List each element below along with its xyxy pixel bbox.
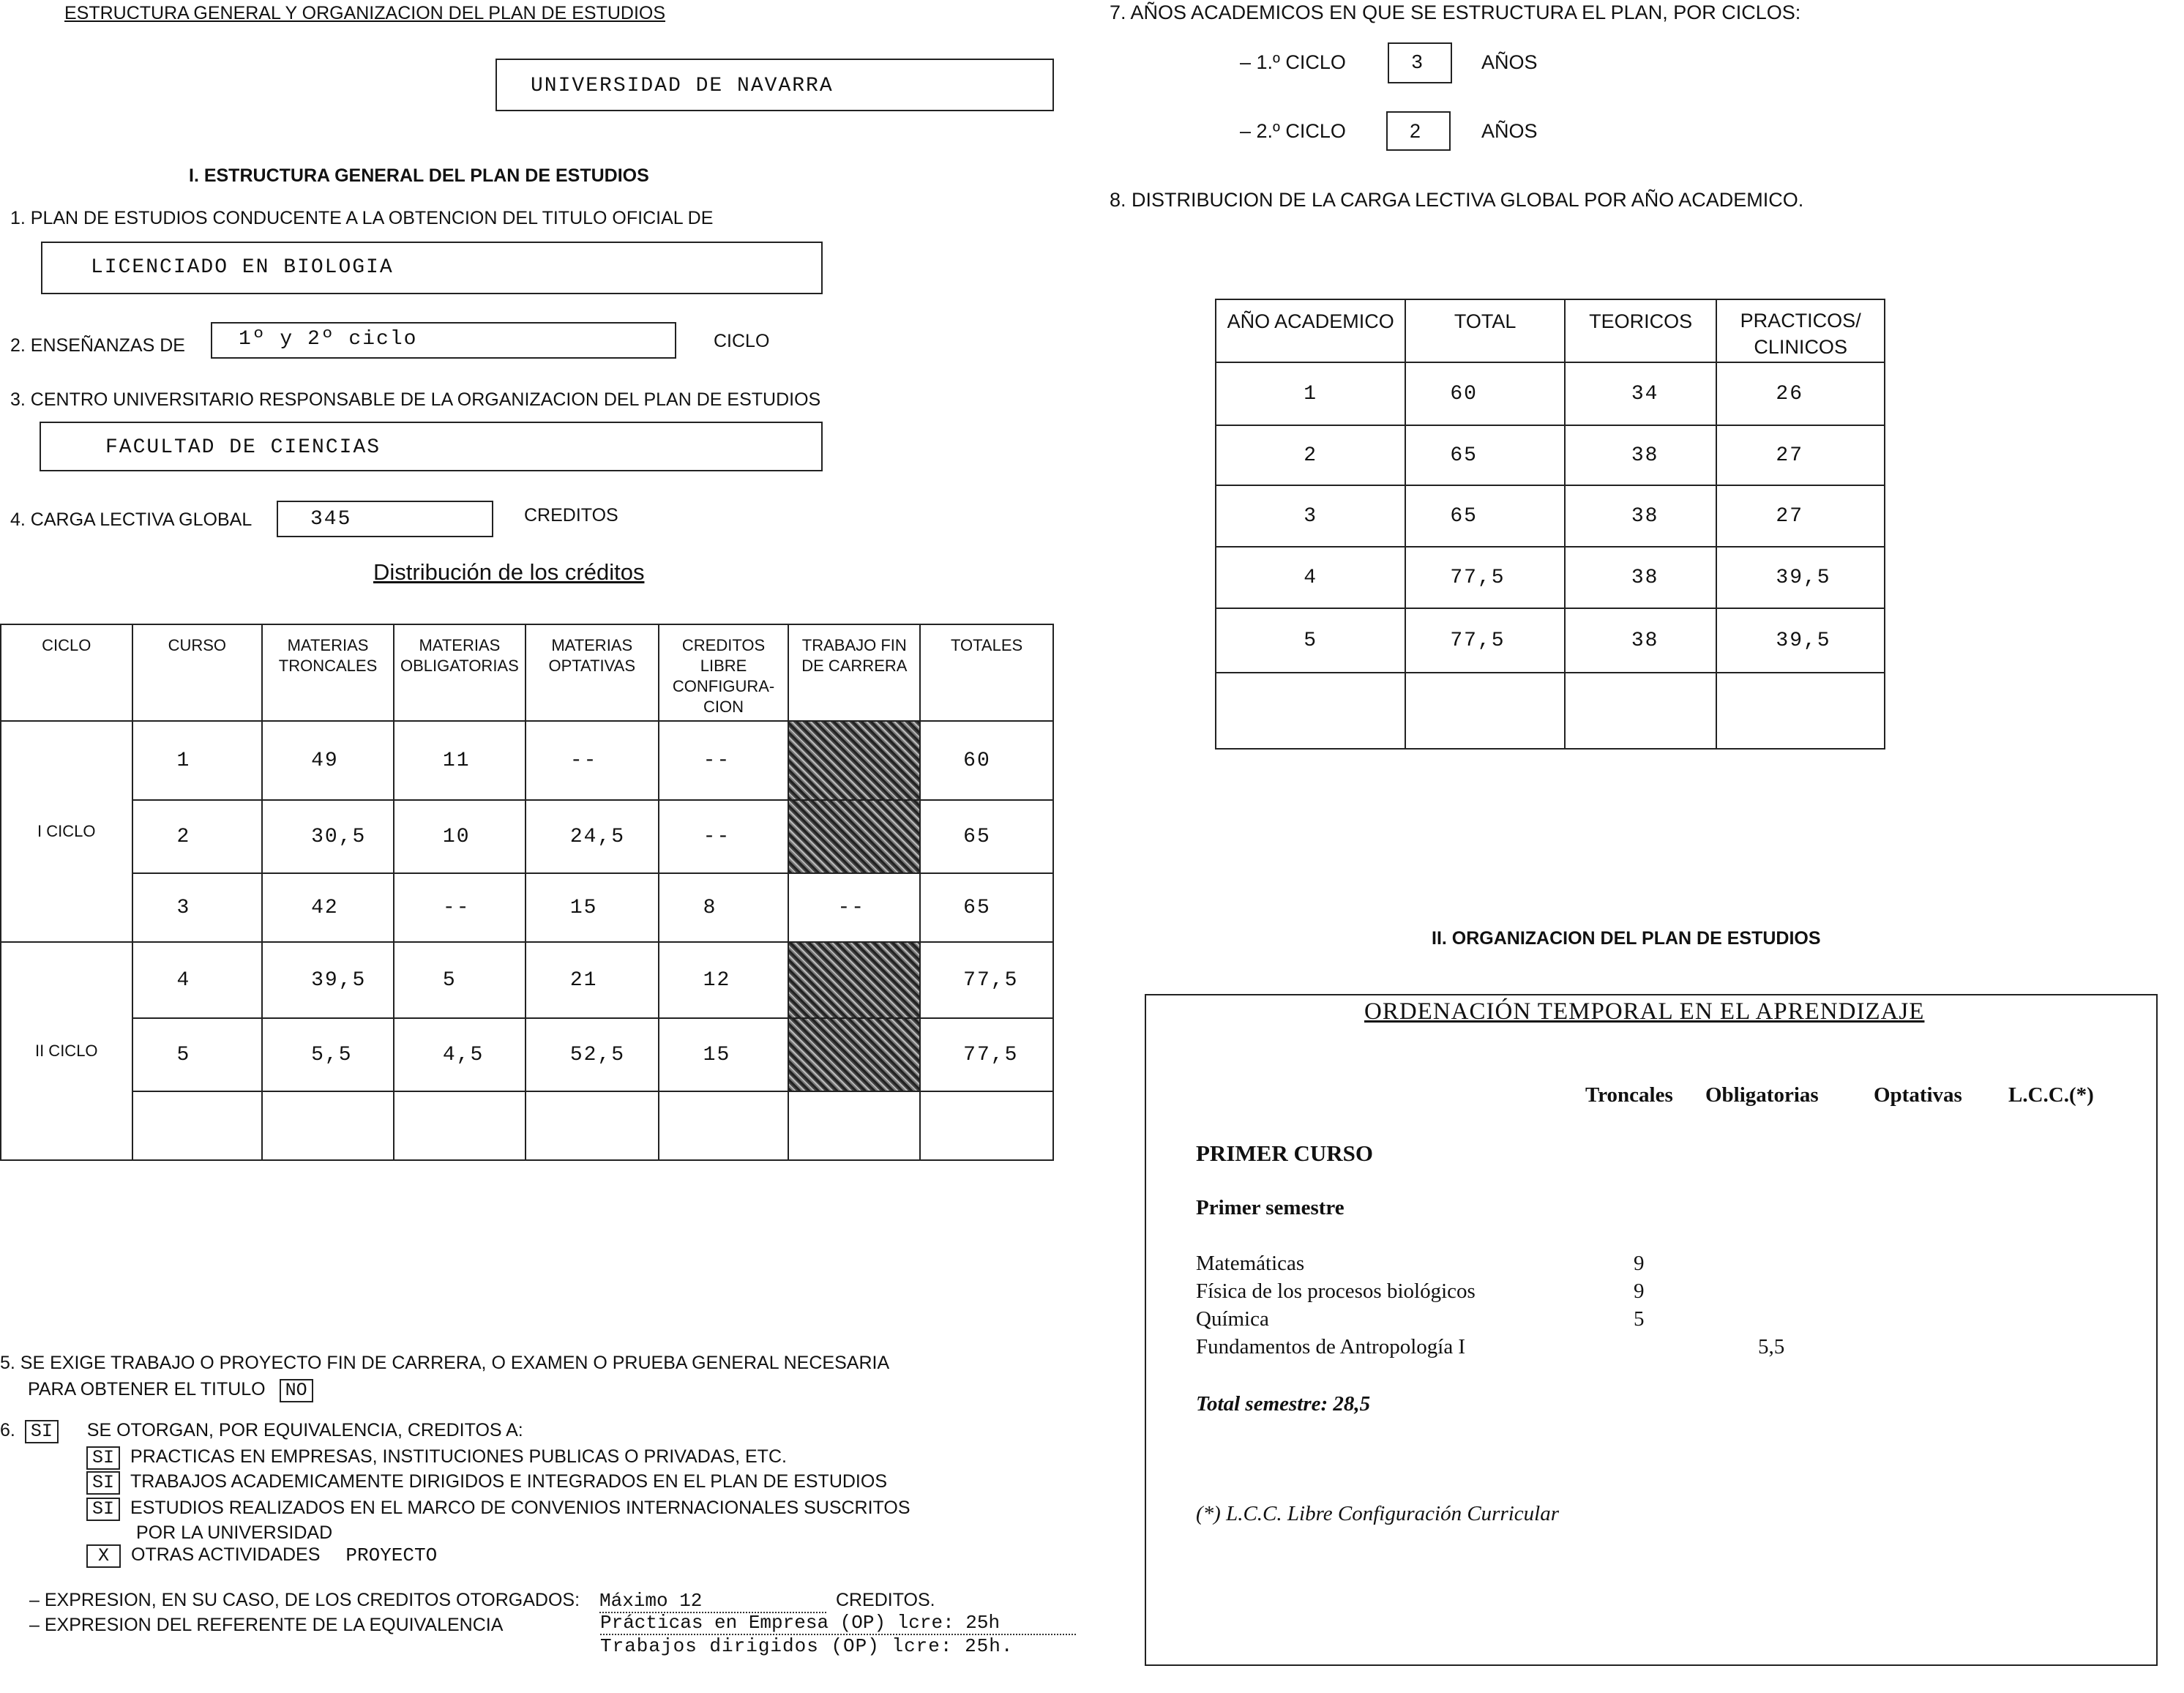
q6-answer-box: SI xyxy=(25,1420,59,1443)
q1-label: 1. PLAN DE ESTUDIOS CONDUCENTE A LA OBTENCION DEL TITULO OFICIAL DE xyxy=(10,208,714,228)
table-row xyxy=(1,800,1053,873)
q8-label: 8. DISTRIBUCION DE LA CARGA LECTIVA GLOBAL POR AÑO ACADEMICO. xyxy=(1110,189,1804,211)
q6-item-extra: PROYECTO xyxy=(345,1544,438,1566)
optativas-cell: 15 xyxy=(526,873,659,942)
course-heading: PRIMER CURSO xyxy=(1196,1140,1373,1166)
q4-label: 4. CARGA LECTIVA GLOBAL xyxy=(10,509,253,530)
expr1-suffix: CREDITOS. xyxy=(835,1590,935,1610)
header-curso: CURSO xyxy=(132,624,263,721)
totales-cell: 60 xyxy=(920,721,1053,800)
table-row xyxy=(1,1091,1053,1160)
teoricos-cell: 38 xyxy=(1565,485,1717,547)
shaded-cell xyxy=(788,1018,920,1091)
libre-cell: 8 xyxy=(659,873,789,942)
header-troncales: MATERIAS TRONCALES xyxy=(262,624,394,721)
q2-label: 2. ENSEÑANZAS DE xyxy=(10,335,185,356)
ciclo1-value: 3 xyxy=(1411,53,1424,75)
optativas-cell: 24,5 xyxy=(526,800,659,873)
curso-cell: 4 xyxy=(132,942,263,1018)
shaded-cell xyxy=(788,942,920,1018)
ciclo1-unit: AÑOS xyxy=(1481,51,1538,73)
ciclo1-box xyxy=(1388,42,1452,83)
subject-name: Matemáticas xyxy=(1196,1252,1305,1275)
practicos-cell: 26 xyxy=(1716,362,1885,425)
expr2-value2: Trabajos dirigidos (OP) lcre: 25h. xyxy=(600,1635,1014,1657)
libre-cell: 15 xyxy=(659,1018,789,1091)
total-cell: 77,5 xyxy=(1405,547,1564,608)
libre-cell: 12 xyxy=(659,942,789,1018)
q6-item-mark: SI xyxy=(86,1498,120,1521)
optativas-cell: 21 xyxy=(526,942,659,1018)
ciclo-label-1: I CICLO xyxy=(1,721,132,942)
obligatorias-cell: 4,5 xyxy=(394,1018,526,1091)
expr2-value1: Prácticas en Empresa (OP) lcre: 25h xyxy=(600,1612,1076,1635)
obligatorias-cell: 10 xyxy=(394,800,526,873)
table-row xyxy=(1216,362,1885,425)
col-header-troncales: Troncales xyxy=(1585,1083,1673,1107)
faculty-value: FACULTAD DE CIENCIAS xyxy=(105,436,381,459)
table-row xyxy=(1,1018,1053,1091)
semester-total: Total semestre: 28,5 xyxy=(1196,1392,1371,1416)
year-cell: 4 xyxy=(1216,547,1405,608)
q6-item xyxy=(86,1471,887,1495)
table-row xyxy=(1216,547,1885,608)
faculty-box xyxy=(40,422,823,471)
q6-label: SE OTORGAN, POR EQUIVALENCIA, CREDITOS A: xyxy=(86,1420,523,1440)
university-box xyxy=(495,59,1054,111)
q6-item-text: TRABAJOS ACADEMICAMENTE DIRIGIDOS E INTEGRADOS EN EL PLAN DE ESTUDIOS xyxy=(130,1471,887,1492)
troncales-cell: 42 xyxy=(262,873,394,942)
expr1-row xyxy=(29,1590,935,1613)
practicos-cell: 27 xyxy=(1716,485,1885,547)
total-credits-box xyxy=(277,501,493,537)
q2-suffix: CICLO xyxy=(714,331,770,351)
degree-box xyxy=(41,242,823,294)
header-optativas: MATERIAS OPTATIVAS xyxy=(526,624,659,721)
total-cell: 65 xyxy=(1405,425,1564,485)
table-row xyxy=(1,873,1053,942)
load-header-practicos: PRACTICOS/ CLINICOS xyxy=(1716,299,1885,362)
shaded-cell xyxy=(788,721,920,800)
section1-heading: I. ESTRUCTURA GENERAL DEL PLAN DE ESTUDIOS xyxy=(189,165,649,186)
load-header-teoricos: TEORICOS xyxy=(1565,299,1717,362)
q6-number: 6. xyxy=(0,1420,15,1440)
practicos-cell: 39,5 xyxy=(1716,608,1885,673)
q6-item-text: OTRAS ACTIVIDADES xyxy=(131,1544,321,1565)
q7-label: 7. AÑOS ACADEMICOS EN QUE SE ESTRUCTURA EL PLAN, POR CICLOS: xyxy=(1110,1,1801,23)
ciclo2-unit: AÑOS xyxy=(1481,120,1538,142)
subject-name: Química xyxy=(1196,1307,1269,1331)
ciclo2-box xyxy=(1386,111,1451,151)
shaded-cell xyxy=(788,800,920,873)
libre-cell: -- xyxy=(659,800,789,873)
optativas-cell: 52,5 xyxy=(526,1018,659,1091)
q6-item-mark: X xyxy=(86,1544,121,1568)
q6-item-text: PRACTICAS EN EMPRESAS, INSTITUCIONES PUBLICAS O PRIVADAS, ETC. xyxy=(130,1446,787,1467)
obligatorias-cell: 5 xyxy=(394,942,526,1018)
practicos-cell: 27 xyxy=(1716,425,1885,485)
teoricos-cell: 38 xyxy=(1565,425,1717,485)
q6-item-mark: SI xyxy=(86,1471,120,1495)
year-cell: 1 xyxy=(1216,362,1405,425)
schedule-box xyxy=(1145,994,2158,1666)
expr1-label: – EXPRESION, EN SU CASO, DE LOS CREDITOS OTORGADOS: xyxy=(29,1590,580,1610)
ciclo2-label: – 2.º CICLO xyxy=(1240,120,1346,142)
q3-label: 3. CENTRO UNIVERSITARIO RESPONSABLE DE LA ORGANIZACION DEL PLAN DE ESTUDIOS xyxy=(10,389,821,410)
university-name: UNIVERSIDAD DE NAVARRA xyxy=(531,75,834,97)
schedule-title: ORDENACIÓN TEMPORAL EN EL APRENDIZAJE xyxy=(1364,998,1925,1025)
q6-item xyxy=(86,1544,437,1568)
expr2-label: – EXPRESION DEL REFERENTE DE LA EQUIVALENCIA xyxy=(29,1615,504,1635)
table-row xyxy=(1216,608,1885,673)
obligatorias-cell: -- xyxy=(394,873,526,942)
load-header-total: TOTAL xyxy=(1405,299,1564,362)
footnote: (*) L.C.C. Libre Configuración Curricular xyxy=(1196,1502,1560,1525)
q6-row xyxy=(0,1420,523,1443)
subject-name: Fundamentos de Antropología I xyxy=(1196,1335,1466,1358)
q6-item-text: ESTUDIOS REALIZADOS EN EL MARCO DE CONVENIOS INTERNACIONALES SUSCRITOS xyxy=(130,1498,910,1518)
trabajo-cell: -- xyxy=(788,873,920,942)
table-row xyxy=(1216,673,1885,749)
curso-cell: 5 xyxy=(132,1018,263,1091)
credits-table-title: Distribución de los créditos xyxy=(373,559,645,585)
practicos-cell: 39,5 xyxy=(1716,547,1885,608)
q5-answer-box: NO xyxy=(280,1379,313,1402)
totales-cell: 77,5 xyxy=(920,1018,1053,1091)
year-cell: 5 xyxy=(1216,608,1405,673)
subject-troncales: 9 xyxy=(1634,1279,1645,1303)
q4-suffix: CREDITOS xyxy=(524,505,618,526)
year-cell: 3 xyxy=(1216,485,1405,547)
col-header-optativas: Optativas xyxy=(1874,1083,1962,1107)
table-row xyxy=(1216,485,1885,547)
q5-line2: PARA OBTENER EL TITULO xyxy=(28,1379,266,1399)
q5-line2-row xyxy=(28,1379,324,1402)
obligatorias-cell: 11 xyxy=(394,721,526,800)
ciclo1-label: – 1.º CICLO xyxy=(1240,51,1346,73)
col-header-lcc: L.C.C.(*) xyxy=(2008,1083,2094,1107)
header-ciclo: CICLO xyxy=(1,624,132,721)
q6-item xyxy=(86,1498,910,1521)
load-header-year: AÑO ACADEMICO xyxy=(1216,299,1405,362)
subject-name: Física de los procesos biológicos xyxy=(1196,1279,1476,1303)
total-cell: 77,5 xyxy=(1405,608,1564,673)
header-totales: TOTALES xyxy=(920,624,1053,721)
q5-line1: 5. SE EXIGE TRABAJO O PROYECTO FIN DE CARRERA, O EXAMEN O PRUEBA GENERAL NECESARIA xyxy=(0,1353,890,1373)
table-row xyxy=(1,942,1053,1018)
table-row xyxy=(1216,425,1885,485)
curso-cell: 2 xyxy=(132,800,263,873)
credits-table xyxy=(0,624,1054,1161)
expr1-value: Máximo 12 xyxy=(599,1590,826,1613)
ciclo-label-2: II CICLO xyxy=(1,942,132,1160)
header-trabajo-fin-carrera: TRABAJO FIN DE CARRERA xyxy=(788,624,920,721)
col-header-obligatorias: Obligatorias xyxy=(1705,1083,1819,1107)
troncales-cell: 39,5 xyxy=(262,942,394,1018)
table-row xyxy=(1,721,1053,800)
teoricos-cell: 38 xyxy=(1565,547,1717,608)
teoricos-cell: 38 xyxy=(1565,608,1717,673)
libre-cell: -- xyxy=(659,721,789,800)
teoricos-cell: 34 xyxy=(1565,362,1717,425)
subject-optativas: 5,5 xyxy=(1758,1335,1785,1358)
teaching-cycle-value: 1º y 2º ciclo xyxy=(239,328,418,351)
totales-cell: 65 xyxy=(920,800,1053,873)
document-title: ESTRUCTURA GENERAL Y ORGANIZACION DEL PLAN DE ESTUDIOS xyxy=(64,3,666,23)
total-cell: 60 xyxy=(1405,362,1564,425)
semester-heading: Primer semestre xyxy=(1196,1196,1345,1219)
total-cell: 65 xyxy=(1405,485,1564,547)
totales-cell: 77,5 xyxy=(920,942,1053,1018)
optativas-cell: -- xyxy=(526,721,659,800)
ciclo2-value: 2 xyxy=(1410,120,1421,142)
curso-cell: 3 xyxy=(132,873,263,942)
header-libre-configuracion: CREDITOS LIBRE CONFIGURA- CION xyxy=(659,624,789,721)
load-table xyxy=(1215,299,1885,750)
year-cell: 2 xyxy=(1216,425,1405,485)
curso-cell: 1 xyxy=(132,721,263,800)
troncales-cell: 5,5 xyxy=(262,1018,394,1091)
subject-troncales: 9 xyxy=(1634,1252,1645,1275)
troncales-cell: 30,5 xyxy=(262,800,394,873)
q6-item-mark: SI xyxy=(86,1446,120,1470)
q6-item-text: POR LA UNIVERSIDAD xyxy=(136,1522,333,1543)
q6-item xyxy=(86,1446,787,1470)
troncales-cell: 49 xyxy=(262,721,394,800)
degree-value: LICENCIADO EN BIOLOGIA xyxy=(91,256,394,279)
header-obligatorias: MATERIAS OBLIGATORIAS xyxy=(394,624,526,721)
subject-troncales: 5 xyxy=(1634,1307,1645,1331)
teaching-cycle-box xyxy=(211,322,676,359)
section2-heading: II. ORGANIZACION DEL PLAN DE ESTUDIOS xyxy=(1432,928,1821,949)
totales-cell: 65 xyxy=(920,873,1053,942)
total-credits-value: 345 xyxy=(310,508,352,531)
